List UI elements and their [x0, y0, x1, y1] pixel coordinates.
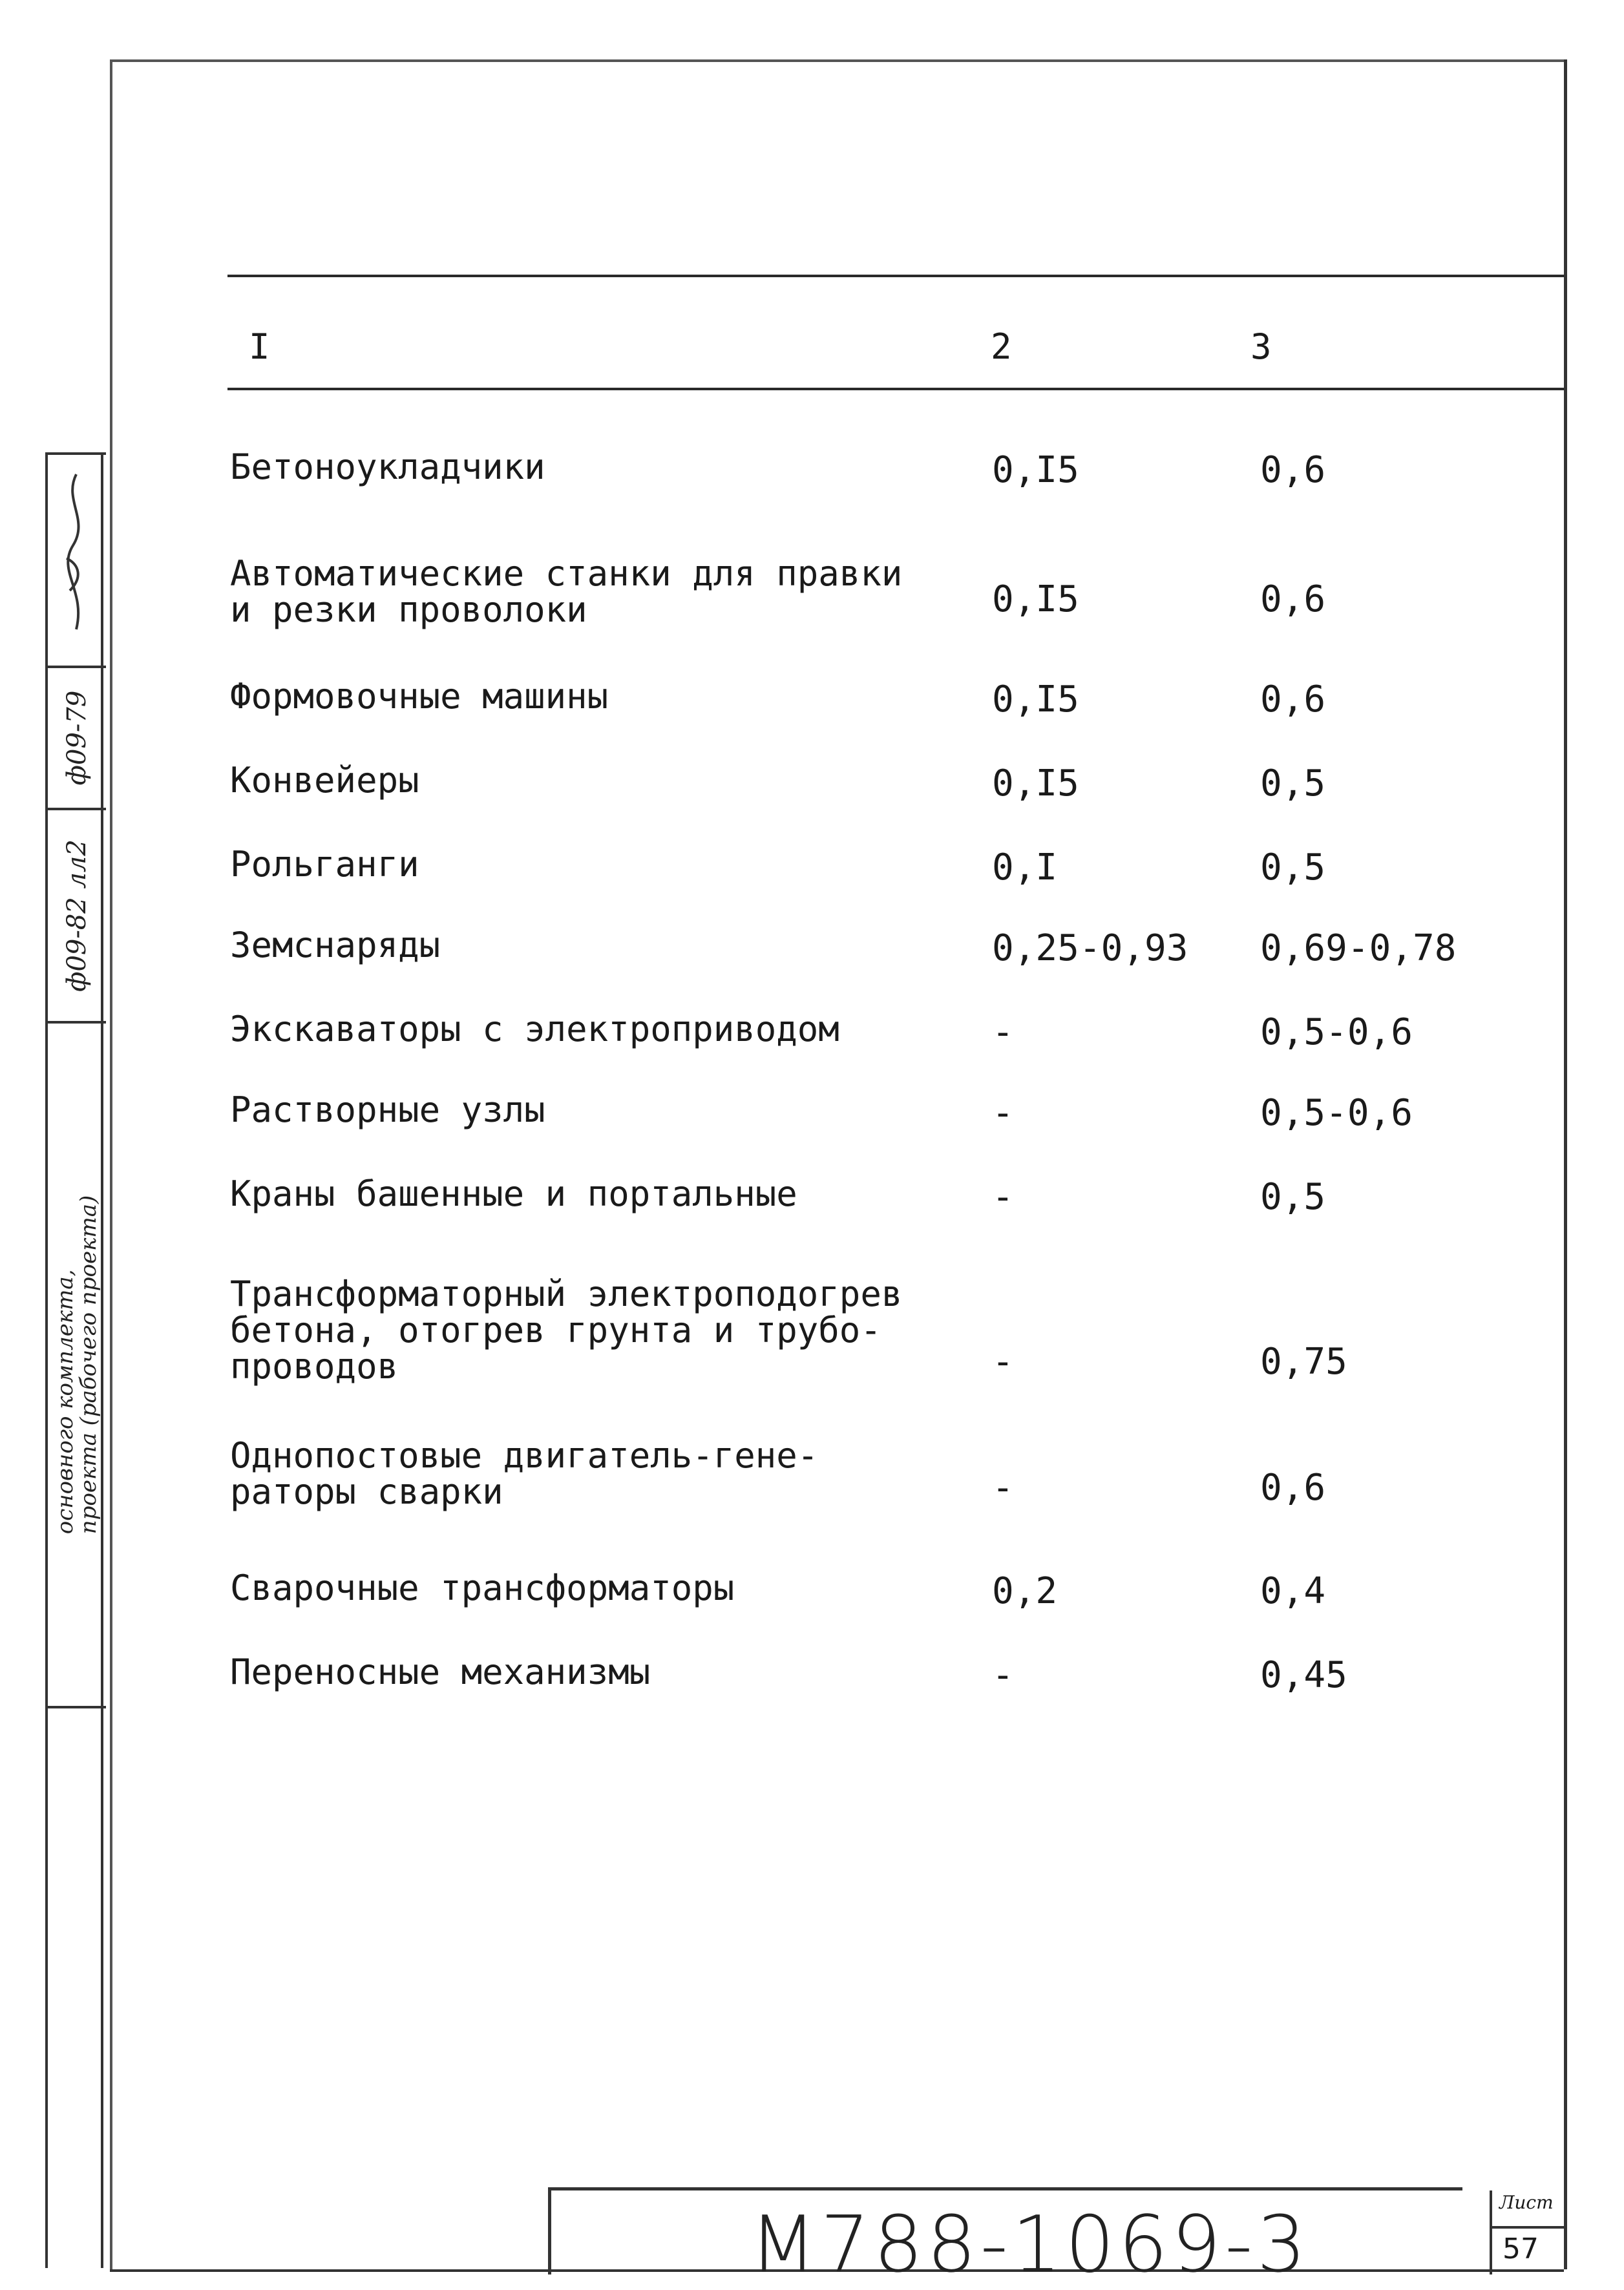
row-value-col2: 0,I5 — [992, 449, 1079, 491]
row-name: Земснаряды — [230, 925, 441, 965]
frame-top-border — [110, 59, 1564, 62]
row-name: Формовочные машины — [230, 676, 609, 717]
table-top-rule — [227, 275, 1564, 277]
document-number: M788-1069-3 — [750, 2200, 1310, 2290]
row-value-col3: 0,45 — [1260, 1654, 1347, 1696]
stamp-cell-1 — [48, 808, 106, 1021]
row-value-col2: - — [992, 1341, 1014, 1383]
column-header-1: I — [249, 326, 270, 367]
row-name: Конвейеры — [230, 760, 419, 801]
row-value-col3: 0,6 — [1260, 678, 1326, 720]
stamp-text: ф09-79 — [62, 690, 92, 786]
row-name: Трансформаторный электроподогрев бетона, отогрев грунта и трубо- проводов — [230, 1274, 903, 1387]
row-value-col2: 0,I5 — [992, 578, 1079, 620]
row-value-col2: 0,2 — [992, 1570, 1058, 1612]
row-value-col2: - — [992, 1654, 1014, 1696]
row-value-col2: 0,I5 — [992, 762, 1079, 804]
stamp-text-line: основного комплекта, — [52, 1269, 78, 1535]
row-name: Переносные механизмы — [230, 1652, 651, 1692]
row-value-col3: 0,5 — [1260, 762, 1326, 804]
stamp-text-line: проекта (рабочего проекта) — [76, 1195, 101, 1535]
row-name: Однопостовые двигатель-гене- раторы сварки — [230, 1435, 819, 1512]
row-value-col2: - — [992, 1176, 1014, 1218]
frame-left-border — [110, 59, 112, 2269]
frame-right-border — [1564, 59, 1567, 2269]
row-name: Краны башенные и портальные — [230, 1173, 797, 1214]
row-value-col3: 0,69-0,78 — [1260, 927, 1457, 969]
row-name: Сварочные трансформаторы — [230, 1568, 735, 1608]
row-value-col3: 0,4 — [1260, 1570, 1326, 1612]
row-value-col3: 0,6 — [1260, 578, 1326, 620]
row-value-col2: 0,I — [992, 846, 1058, 888]
row-value-col3: 0,75 — [1260, 1341, 1347, 1383]
row-name: Экскаваторы с электроприводом — [230, 1009, 839, 1049]
column-header-3: 3 — [1250, 326, 1272, 367]
stamp-text — [54, 1195, 100, 1534]
row-value-col2: - — [992, 1092, 1014, 1134]
row-name: Рольганги — [230, 844, 419, 885]
row-name: Растворные узлы — [230, 1089, 545, 1130]
row-value-col2: - — [992, 1011, 1014, 1053]
sheet-number: 57 — [1503, 2232, 1539, 2265]
stamp-cell-signature — [48, 452, 106, 666]
row-value-col3: 0,6 — [1260, 1467, 1326, 1509]
stamp-cell-4 — [48, 1706, 106, 2268]
sheet-label: Лист — [1499, 2192, 1554, 2213]
row-name: Бетоноукладчики — [230, 446, 545, 487]
row-value-col2: - — [992, 1467, 1014, 1509]
row-value-col3: 0,5-0,6 — [1260, 1011, 1413, 1053]
row-value-col3: 0,5-0,6 — [1260, 1092, 1413, 1134]
row-name: Автоматические станки для правки и резки проволоки — [230, 553, 903, 630]
row-value-col2: 0,25-0,93 — [992, 927, 1188, 969]
stamp-text: ф09-82 лл2 — [62, 839, 92, 992]
row-value-col2: 0,I5 — [992, 678, 1079, 720]
margin-stamp — [45, 452, 103, 2268]
stamp-cell-3 — [48, 1021, 106, 1706]
signature-icon — [50, 461, 102, 655]
table-header-rule — [227, 388, 1564, 390]
row-value-col3: 0,5 — [1260, 846, 1326, 888]
column-header-2: 2 — [991, 326, 1012, 367]
sheet-divider — [1490, 2226, 1564, 2229]
row-value-col3: 0,5 — [1260, 1176, 1326, 1218]
stamp-cell-2 — [48, 666, 106, 808]
row-value-col3: 0,6 — [1260, 449, 1326, 491]
